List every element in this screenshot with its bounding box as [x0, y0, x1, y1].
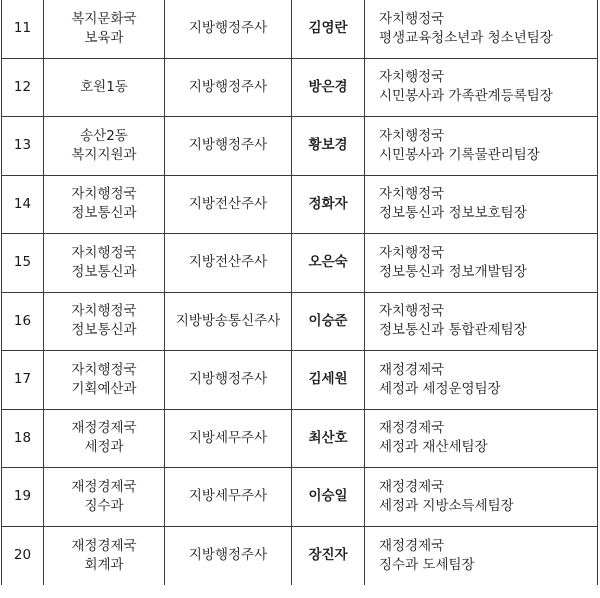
row-number: 12: [2, 58, 44, 117]
new-position-line: 재정경제국: [379, 478, 445, 495]
row-number: 20: [2, 526, 44, 585]
table-row: [2, 526, 598, 585]
job-rank: 지방행정주사: [165, 351, 292, 410]
previous-department-line: 보육과: [84, 29, 124, 46]
new-position-line: 자치행정국: [379, 10, 445, 27]
previous-department: [44, 526, 165, 585]
previous-department: [44, 351, 165, 410]
new-position: [365, 468, 598, 527]
previous-department-line: 세정과: [84, 439, 124, 456]
row-number: 15: [2, 234, 44, 293]
row-number: 13: [2, 117, 44, 176]
previous-department-line: 정보통신과: [71, 263, 137, 280]
new-position-line: 자치행정국: [379, 127, 445, 144]
new-position-line: 정보통신과 정보보호팀장: [379, 205, 527, 222]
previous-department-line: 재정경제국: [71, 537, 137, 554]
personnel-table-body: [2, 0, 598, 585]
previous-department-line: 호원1동: [80, 78, 128, 95]
employee-name: 이승준: [292, 292, 365, 351]
employee-name: 김영란: [292, 0, 365, 58]
previous-department: [44, 175, 165, 234]
personnel-table: [1, 0, 598, 585]
employee-name: 장진자: [292, 526, 365, 585]
new-position-line: 재정경제국: [379, 537, 445, 554]
new-position-line: 세정과 지방소득세팀장: [379, 497, 514, 514]
row-number: 16: [2, 292, 44, 351]
previous-department: [44, 234, 165, 293]
job-rank: 지방행정주사: [165, 58, 292, 117]
new-position-line: 시민봉사과 가족관계등록팀장: [379, 88, 553, 105]
new-position-line: 세정과 세정운영팀장: [379, 380, 501, 397]
new-position-line: 자치행정국: [379, 303, 445, 320]
table-row: [2, 234, 598, 293]
job-rank: 지방방송통신주사: [165, 292, 292, 351]
new-position-line: 시민봉사과 기록물관리팀장: [379, 146, 540, 163]
new-position-line: 세정과 재산세팀장: [379, 439, 488, 456]
previous-department-line: 재정경제국: [71, 420, 137, 437]
previous-department-line: 기획예산과: [71, 380, 137, 397]
table-row: [2, 58, 598, 117]
row-number: 18: [2, 409, 44, 468]
employee-name: 방은경: [292, 58, 365, 117]
new-position-line: 자치행정국: [379, 244, 445, 261]
new-position: [365, 526, 598, 585]
previous-department-line: 자치행정국: [71, 244, 137, 261]
new-position: [365, 292, 598, 351]
table-row: [2, 117, 598, 176]
job-rank: 지방세무주사: [165, 468, 292, 527]
new-position: [365, 58, 598, 117]
employee-name: 오은숙: [292, 234, 365, 293]
new-position-line: 정보통신과 정보개발팀장: [379, 263, 527, 280]
employee-name: 이승일: [292, 468, 365, 527]
previous-department-line: 정보통신과: [71, 322, 137, 339]
new-position-line: 재정경제국: [379, 361, 445, 378]
previous-department: [44, 0, 165, 58]
table-row: [2, 175, 598, 234]
job-rank: 지방행정주사: [165, 0, 292, 58]
row-number: 11: [2, 0, 44, 58]
new-position-line: 정보통신과 통합관제팀장: [379, 322, 527, 339]
previous-department: [44, 117, 165, 176]
previous-department-line: 송산2동: [80, 127, 128, 144]
previous-department-line: 복지문화국: [71, 10, 137, 27]
previous-department-line: 징수과: [84, 497, 124, 514]
previous-department-line: 자치행정국: [71, 361, 137, 378]
new-position-line: 자치행정국: [379, 69, 445, 86]
job-rank: 지방전산주사: [165, 234, 292, 293]
new-position: [365, 117, 598, 176]
previous-department-line: 자치행정국: [71, 303, 137, 320]
new-position-line: 평생교육청소년과 청소년팀장: [379, 29, 553, 46]
new-position: [365, 234, 598, 293]
previous-department: [44, 409, 165, 468]
employee-name: 정화자: [292, 175, 365, 234]
row-number: 19: [2, 468, 44, 527]
new-position: [365, 351, 598, 410]
previous-department-line: 복지지원과: [71, 146, 137, 163]
previous-department-line: 회계과: [84, 556, 124, 573]
job-rank: 지방행정주사: [165, 117, 292, 176]
new-position-line: 징수과 도세팀장: [379, 556, 475, 573]
row-number: 17: [2, 351, 44, 410]
previous-department-line: 정보통신과: [71, 205, 137, 222]
table-row: [2, 409, 598, 468]
new-position: [365, 409, 598, 468]
new-position-line: 재정경제국: [379, 420, 445, 437]
table-row: [2, 468, 598, 527]
previous-department: [44, 292, 165, 351]
table-row: [2, 0, 598, 58]
row-number: 14: [2, 175, 44, 234]
new-position: [365, 0, 598, 58]
table-row: [2, 351, 598, 410]
previous-department: [44, 468, 165, 527]
employee-name: 김세원: [292, 351, 365, 410]
job-rank: 지방세무주사: [165, 409, 292, 468]
previous-department-line: 자치행정국: [71, 186, 137, 203]
job-rank: 지방행정주사: [165, 526, 292, 585]
previous-department: [44, 58, 165, 117]
employee-name: 황보경: [292, 117, 365, 176]
new-position: [365, 175, 598, 234]
previous-department-line: 재정경제국: [71, 478, 137, 495]
job-rank: 지방전산주사: [165, 175, 292, 234]
new-position-line: 자치행정국: [379, 186, 445, 203]
table-row: [2, 292, 598, 351]
employee-name: 최산호: [292, 409, 365, 468]
